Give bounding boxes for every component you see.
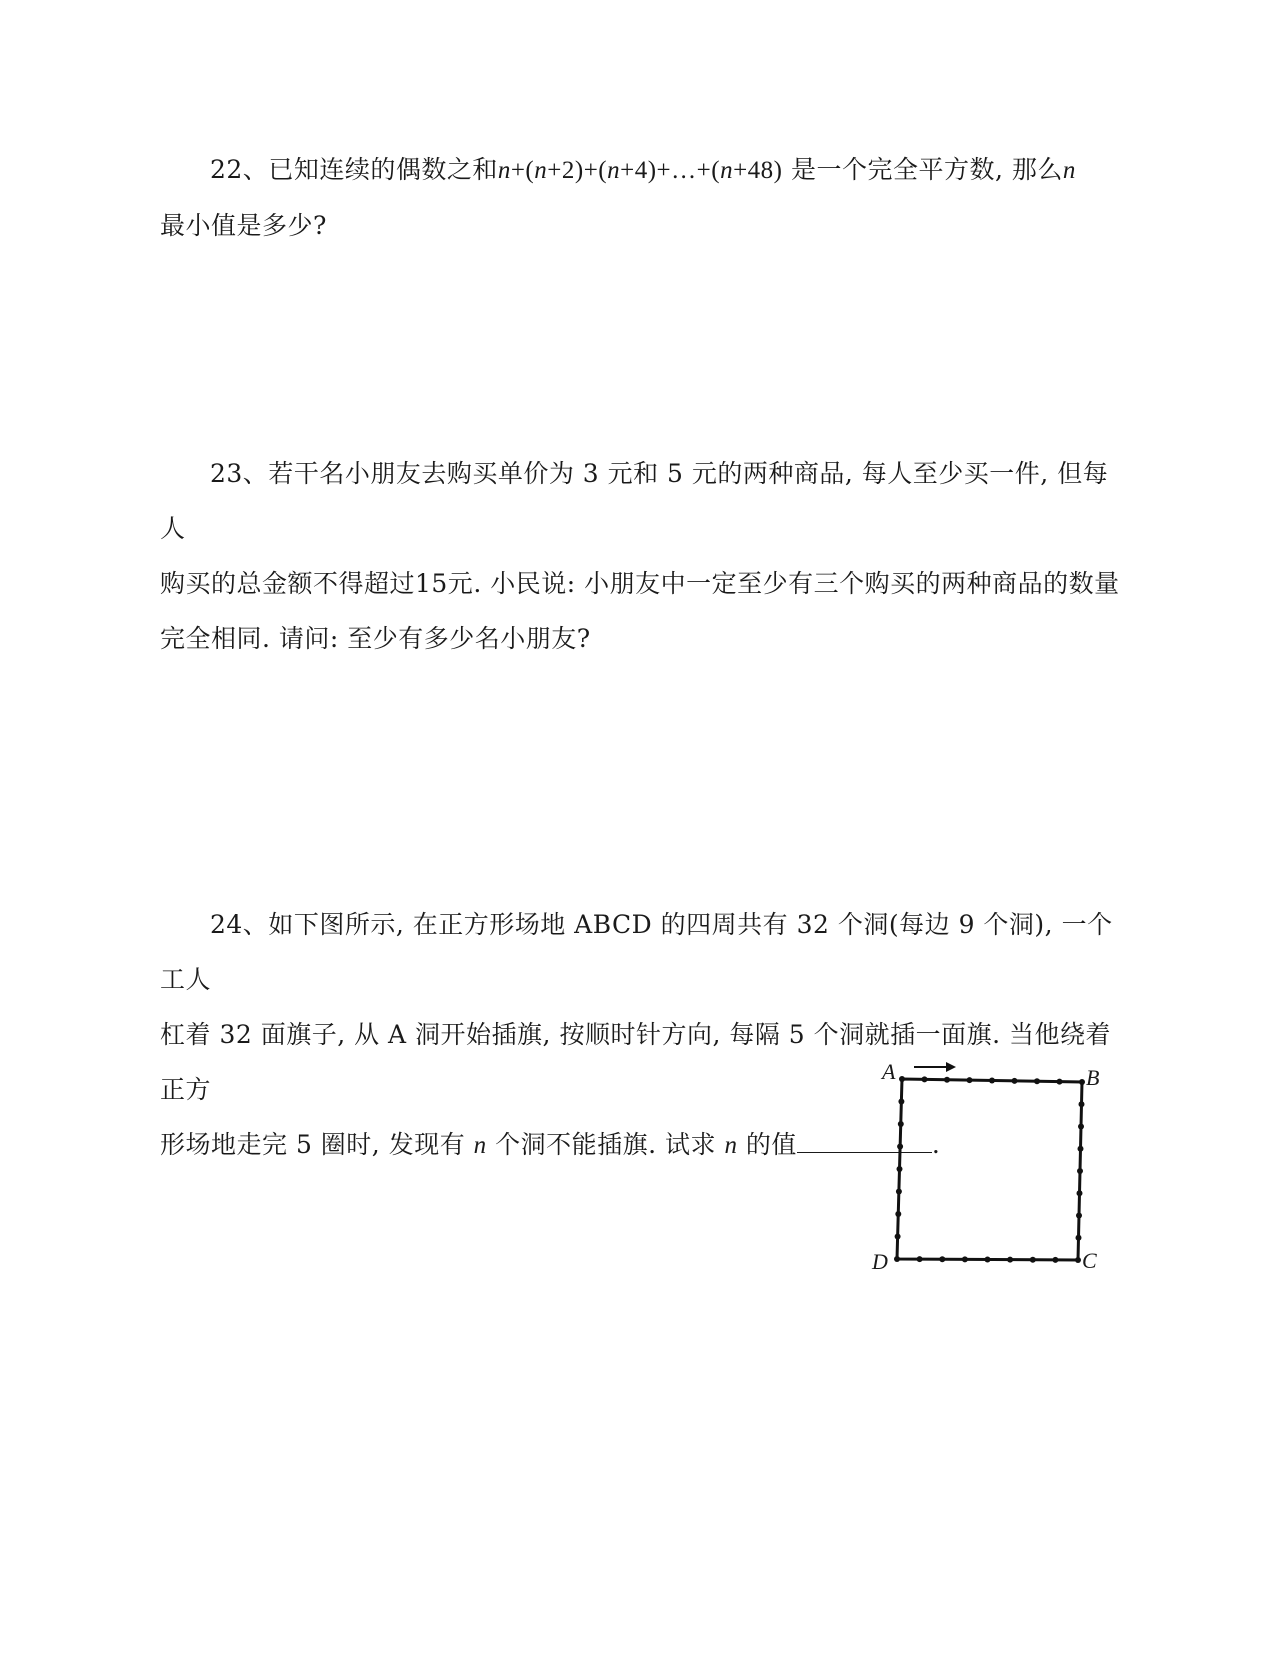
vertex-label-b: B <box>1086 1065 1100 1090</box>
formula-var: n <box>720 157 734 184</box>
hole-dot <box>1076 1213 1082 1219</box>
problem-24-text: 如下图所示, 在正方形场地 ABCD 的四周共有 32 个洞(每边 9 个洞), 一个工人 <box>160 910 1113 994</box>
vertex-label-d: D <box>872 1249 888 1274</box>
hole-dot <box>917 1256 923 1262</box>
problem-22-text-after: 是一个完全平方数, 那么 <box>782 155 1063 184</box>
hole-dot <box>1057 1079 1063 1085</box>
problem-23-line-1 <box>160 446 1120 556</box>
hole-dot <box>895 1234 901 1240</box>
hole-dot <box>1012 1078 1018 1084</box>
formula-var: n <box>534 157 548 184</box>
hole-dot <box>1007 1257 1013 1263</box>
hole-dot <box>1076 1235 1082 1241</box>
problem-24-text: 的值 <box>737 1130 797 1159</box>
problem-23-line-3: 完全相同. 请问: 至少有多少名小朋友? <box>160 624 591 653</box>
problem-24-var-n: n <box>724 1132 738 1159</box>
hole-dot <box>1078 1146 1084 1152</box>
square-diagram <box>860 1055 1110 1295</box>
problem-23-line-2: 购买的总金额不得超过15元. 小民说: 小朋友中一定至少有三个购买的两种商品的数量 <box>160 569 1120 598</box>
hole-dot <box>1078 1124 1084 1130</box>
problem-22-line-2: 最小值是多少? <box>160 211 327 240</box>
hole-dot <box>1077 1168 1083 1174</box>
hole-dot <box>1030 1257 1036 1263</box>
hole-dot <box>1079 1079 1085 1085</box>
hole-dot <box>898 1121 904 1127</box>
problem-22-number: 22、 <box>210 155 269 184</box>
problem-22-var-n: n <box>1062 157 1076 184</box>
vertex-label-a: A <box>882 1059 896 1084</box>
problem-22-line-1 <box>160 142 1120 198</box>
problem-23-number: 23、 <box>210 459 269 488</box>
hole-dot <box>989 1078 995 1084</box>
hole-dot <box>962 1256 968 1262</box>
direction-arrow-icon <box>946 1062 956 1072</box>
vertex-label-c: C <box>1082 1248 1097 1273</box>
problem-22 <box>160 142 1120 253</box>
hole-dot <box>922 1076 928 1082</box>
hole-dot <box>894 1256 900 1262</box>
formula-var: n <box>497 157 511 184</box>
problem-24-period: . <box>931 1130 941 1159</box>
problem-23 <box>160 446 1120 666</box>
hole-dot <box>897 1144 903 1150</box>
formula-var: n <box>607 157 621 184</box>
problem-24-text: 个洞不能插旗. 试求 <box>486 1130 725 1159</box>
hole-dot <box>944 1077 950 1083</box>
hole-dot <box>896 1189 902 1195</box>
formula-op: +48) <box>733 157 783 184</box>
hole-dot <box>939 1256 945 1262</box>
hole-dot <box>899 1076 905 1082</box>
formula-op: +4)+…+( <box>620 157 721 184</box>
hole-dot <box>967 1077 973 1083</box>
hole-dot <box>985 1257 991 1263</box>
hole-dot <box>1077 1190 1083 1196</box>
hole-dot <box>895 1211 901 1217</box>
formula-op: +( <box>510 157 535 184</box>
hole-dot <box>898 1099 904 1105</box>
hole-dot <box>1075 1257 1081 1263</box>
hole-dot <box>1079 1101 1085 1107</box>
hole-dot <box>897 1166 903 1172</box>
problem-22-text: 已知连续的偶数之和 <box>268 155 498 184</box>
problem-24-line-2: 杠着 32 面旗子, 从 A 洞开始插旗, 按顺时针方向, 每隔 5 个洞就插一面旗. 当他绕着正方 <box>160 1020 1112 1104</box>
holes-group <box>894 1076 1085 1263</box>
problem-23-text: 若干名小朋友去购买单价为 3 元和 5 元的两种商品, 每人至少买一件, 但每人 <box>160 459 1109 543</box>
problem-24-var-n: n <box>473 1132 487 1159</box>
square-outline <box>897 1079 1082 1260</box>
formula-op: +2)+( <box>547 157 608 184</box>
problem-22-formula <box>498 157 783 184</box>
hole-dot <box>1034 1078 1040 1084</box>
hole-dot <box>1052 1257 1058 1263</box>
problem-24-line-1 <box>160 897 1120 1007</box>
problem-24-number: 24、 <box>210 910 269 939</box>
square-field-figure <box>860 1055 1110 1295</box>
problem-24-text: 形场地走完 5 圈时, 发现有 <box>160 1130 474 1159</box>
